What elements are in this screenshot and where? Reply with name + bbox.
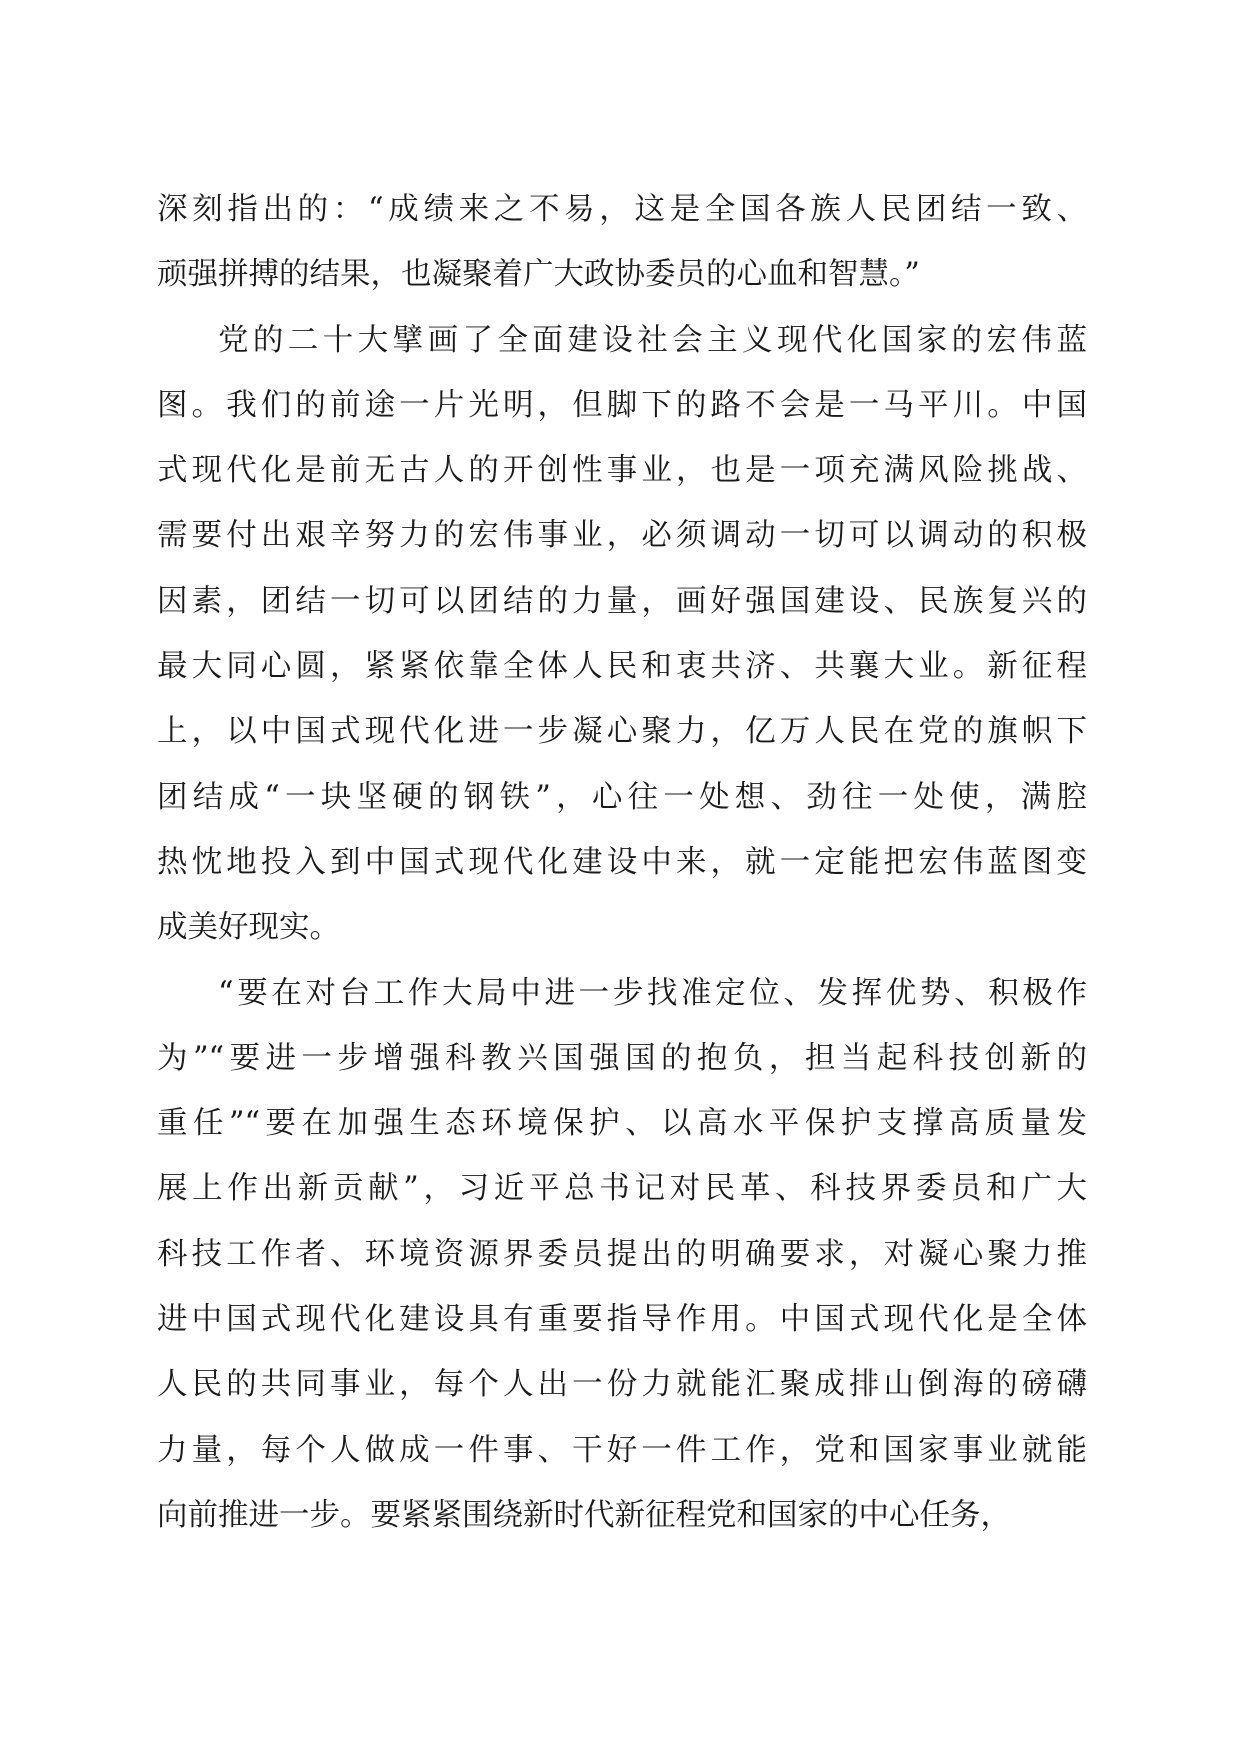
text-line: 人民的共同事业，每个人出一份力就能汇聚成排山倒海的磅礴	[157, 1367, 1087, 1403]
text-line: 深刻指出的：“成绩来之不易，这是全国各族人民团结一致、	[157, 192, 1087, 227]
text-line: 向前推进一步。要紧紧围绕新时代新征程党和国家的中心任务，	[157, 1497, 1011, 1533]
text-line: “要在对台工作大局中进一步找准定位、发挥优势、积极作	[218, 975, 1087, 1011]
text-line: 重任”“要在加强生态环境保护、以高水平保护支撑高质量发	[157, 1106, 1087, 1142]
text-line: 最大同心圆，紧紧依靠全体人民和衷共济、共襄大业。新征程	[157, 649, 1087, 685]
text-line: 顽强拼搏的结果，也凝聚着广大政协委员的心血和智慧。”	[157, 257, 920, 293]
text-line: 图。我们的前途一片光明，但脚下的路不会是一马平川。中国	[157, 387, 1087, 423]
body-text	[157, 190, 1087, 1561]
text-line: 科技工作者、环境资源界委员提出的明确要求，对凝心聚力推	[157, 1236, 1087, 1272]
text-line: 进中国式现代化建设具有重要指导作用。中国式现代化是全体	[157, 1302, 1087, 1338]
text-line: 热忱地投入到中国式现代化建设中来，就一定能把宏伟蓝图变	[157, 844, 1087, 880]
text-line: 因素，团结一切可以团结的力量，画好强国建设、民族复兴的	[157, 583, 1087, 619]
text-line: 团结成“一块坚硬的钢铁”，心往一处想、劲往一处使，满腔	[157, 779, 1087, 815]
text-line: 上，以中国式现代化进一步凝心聚力，亿万人民在党的旗帜下	[157, 714, 1087, 750]
text-line: 需要付出艰辛努力的宏伟事业，必须调动一切可以调动的积极	[157, 518, 1087, 554]
text-line: 展上作出新贡献”，习近平总书记对民革、科技界委员和广大	[157, 1171, 1087, 1207]
text-line: 式现代化是前无古人的开创性事业，也是一项充满风险挑战、	[157, 453, 1087, 489]
text-line: 党的二十大擘画了全面建设社会主义现代化国家的宏伟蓝	[218, 322, 1087, 358]
text-line: 力量，每个人做成一件事、干好一件工作，党和国家事业就能	[157, 1432, 1087, 1468]
text-line: 成美好现实。	[157, 910, 340, 946]
text-line: 为”“要进一步增强科教兴国强国的抱负，担当起科技创新的	[157, 1040, 1087, 1076]
